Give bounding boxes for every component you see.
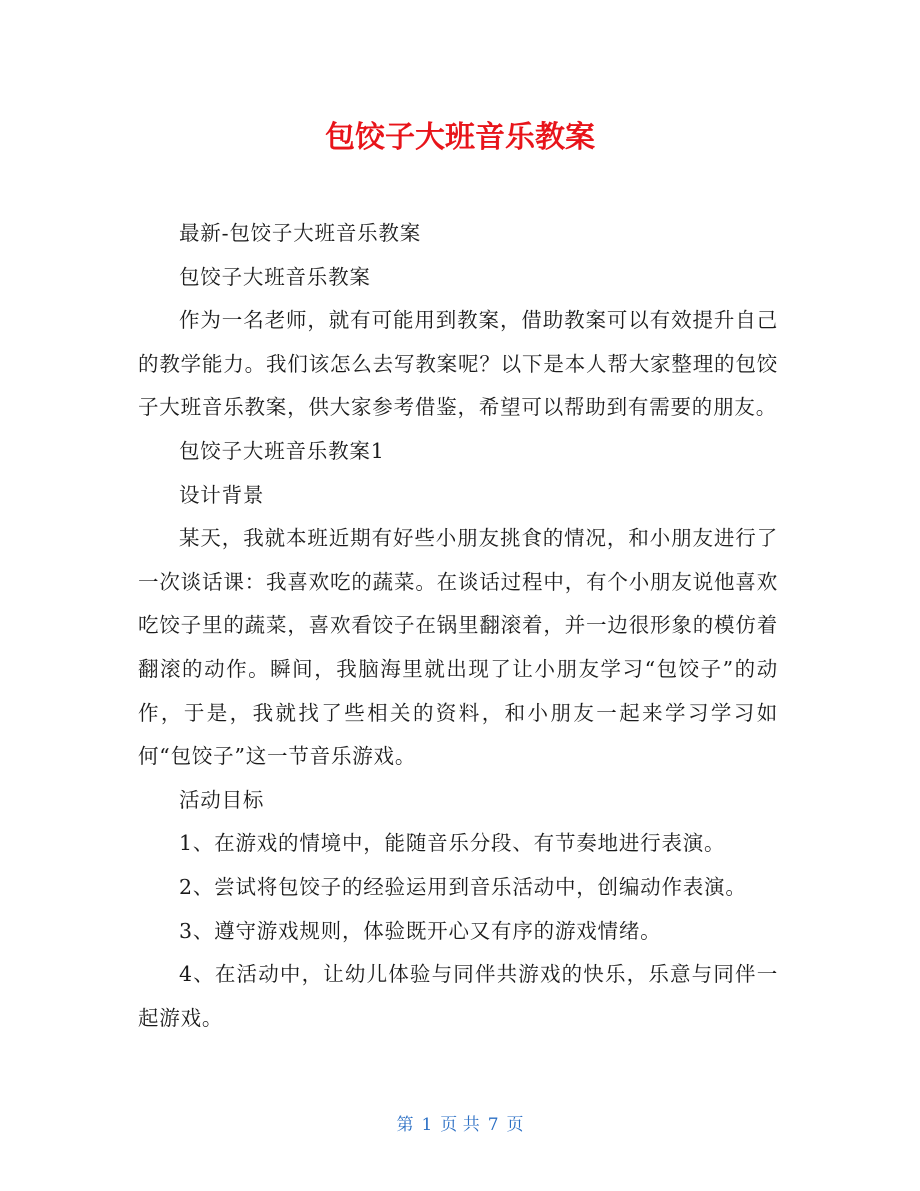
- goal-item-4: 4、在活动中，让幼儿体验与同伴共游戏的快乐，乐意与同伴一起游戏。: [138, 962, 778, 1030]
- current-page-number: 1: [421, 1115, 433, 1135]
- section-heading-goals: 活动目标: [179, 787, 265, 812]
- page-label-prefix: 第: [396, 1115, 414, 1135]
- document-title: 包饺子大班音乐教案: [325, 120, 595, 155]
- total-pages-number: 7: [487, 1115, 499, 1135]
- paragraph-subtitle: 包饺子大班音乐教案: [179, 264, 371, 289]
- page-footer: [0, 1112, 920, 1138]
- page-label-suffix: 页: [506, 1115, 524, 1135]
- paragraph-background: 某天，我就本班近期有好些小朋友挑食的情况，和小朋友进行了一次谈话课：我喜欢吃的蔬菜。在谈话过程中，有个小朋友说他喜欢吃饺子里的蔬菜，喜欢看饺子在锅里翻滚着，并一边很形象的模仿着翻滚的动作。瞬间，我脑海里就出现了让小朋友学习“包饺子”的动作，于是，我就找了些相关的资料，和小朋友一起来学习学习如何“包饺子”这一节音乐游戏。: [138, 526, 778, 769]
- goal-item-2: 2、尝试将包饺子的经验运用到音乐活动中，创编动作表演。: [179, 874, 747, 899]
- paragraph-subtitle-latest: 最新-包饺子大班音乐教案: [179, 221, 422, 245]
- goal-item-3: 3、遵守游戏规则，体验既开心又有序的游戏情绪。: [179, 918, 662, 943]
- document-body: [138, 212, 778, 1040]
- section-heading-background: 设计背景: [179, 482, 265, 507]
- page-label-mid: 页 共: [440, 1115, 480, 1135]
- paragraph-intro: 作为一名老师，就有可能用到教案，借助教案可以有效提升自己的教学能力。我们该怎么去写教案呢？以下是本人帮大家整理的包饺子大班音乐教案，供大家参考借鉴，希望可以帮助到有需要的朋友。: [138, 308, 778, 420]
- section-heading-plan-1: 包饺子大班音乐教案1: [179, 438, 385, 463]
- goal-item-1: 1、在游戏的情境中，能随音乐分段、有节奏地进行表演。: [179, 831, 726, 856]
